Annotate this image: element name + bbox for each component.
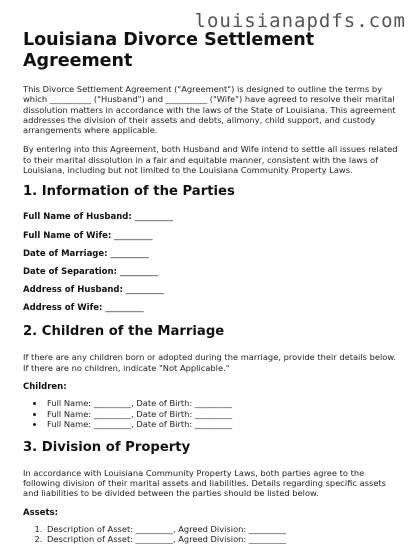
field-blank: _________	[114, 230, 153, 241]
children-list	[45, 398, 401, 430]
field-label: Address of Husband:	[23, 285, 123, 296]
site-watermark: louisianapdfs.com	[194, 10, 406, 32]
field-label: Address of Wife:	[23, 303, 103, 314]
field-husband-name	[23, 212, 401, 223]
list-item: • Full Name: _________, Date of Birth: _________	[45, 409, 401, 420]
field-blank: _________	[125, 285, 165, 296]
section-heading-parties: 1. Information of the Parties	[23, 184, 235, 200]
field-blank: _________	[105, 303, 144, 314]
intro-paragraph-2: By entering into this Agreement, both Husband and Wife intend to settle all issues related to their marital dissolution in a fair and equitable manner, consistent with the laws of Louisiana, including but not limited to the Louisiana Community Property Laws.	[23, 144, 398, 176]
field-label: Date of Marriage:	[23, 248, 108, 259]
intro-paragraph-1: This Divorce Settlement Agreement ("Agreement") is designed to outline the terms by which __________ ("Husband") and __________ ("Wife") have agreed to resolve their marital dissolution matters in accordance with the laws of the State of Louisiana. This agreement addresses the division of their assets and debts, alimony, child support, and custody arrangements where applicable.	[23, 84, 396, 136]
field-blank: _________	[119, 266, 159, 277]
property-instructions: In accordance with Louisiana Community Property Laws, both parties agree to the following division of their marital assets and liabilities. Details regarding specific assets and liabilities to be divided between the parties should be listed below.	[23, 467, 387, 499]
field-label: Full Name of Husband:	[23, 212, 132, 223]
field-label: Full Name of Wife:	[23, 230, 112, 241]
field-wife-name	[23, 231, 401, 242]
list-item: 1. Description of Asset: _________, Agreed Division: _________	[45, 524, 401, 535]
section-heading-property: 3. Division of Property	[23, 439, 191, 455]
list-item: • Full Name: _________, Date of Birth: _________	[45, 398, 401, 409]
assets-label: Assets:	[23, 507, 58, 518]
section-heading-children: 2. Children of the Marriage	[23, 324, 225, 340]
field-wife-address	[23, 303, 401, 314]
field-blank: _________	[110, 248, 149, 259]
field-label: Date of Separation:	[23, 266, 117, 277]
list-item: • Full Name: _________, Date of Birth: _________	[45, 419, 401, 430]
field-blank: _________	[134, 212, 173, 223]
field-husband-address	[23, 285, 401, 296]
children-label: Children:	[23, 381, 67, 392]
document-page	[23, 30, 401, 544]
assets-list	[45, 524, 401, 544]
field-date-of-separation	[23, 267, 401, 278]
list-item: 2. Description of Asset: _________, Agreed Division: _________	[45, 534, 401, 544]
field-date-of-marriage	[23, 249, 401, 260]
document-title: Louisiana Divorce Settlement Agreement	[23, 30, 315, 71]
children-instructions: If there are any children born or adopted during the marriage, provide their details below. If there are no children, indicate "Not Applicable."	[23, 352, 397, 373]
